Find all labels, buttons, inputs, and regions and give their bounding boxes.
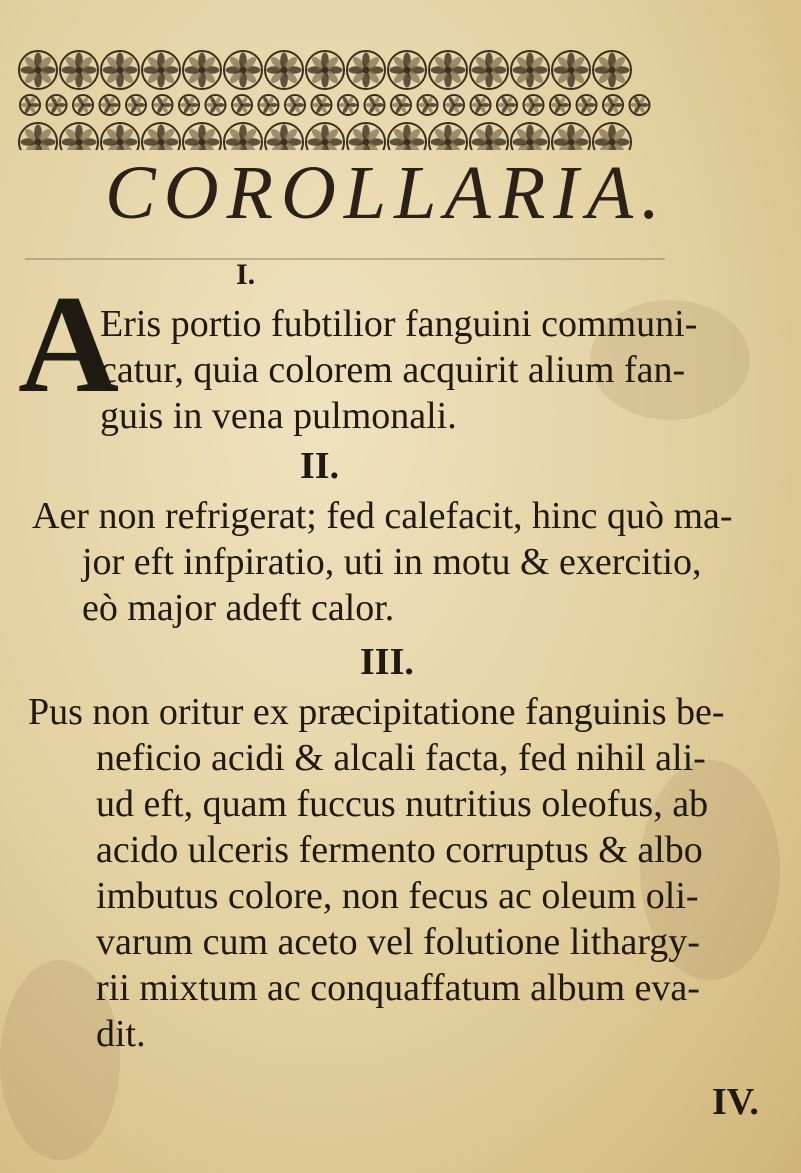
rosette-ornament bbox=[183, 123, 221, 150]
rosette-ornament bbox=[444, 95, 464, 115]
rosette-ornament bbox=[265, 51, 303, 89]
section-number: II. bbox=[300, 445, 340, 487]
divider bbox=[25, 258, 665, 260]
rosette-ornament bbox=[232, 95, 252, 115]
rosette-ornament bbox=[60, 51, 98, 89]
rosette-ornament bbox=[142, 51, 180, 89]
ornament-band bbox=[0, 0, 801, 150]
rosette-ornament bbox=[470, 51, 508, 89]
rosette-ornament bbox=[593, 51, 631, 89]
rosette-ornament bbox=[183, 51, 221, 89]
text-line: jor eft infpiratio, uti in motu & exercitio, bbox=[82, 541, 702, 583]
rosette-ornament bbox=[391, 95, 411, 115]
rosette-ornament bbox=[224, 123, 262, 150]
drop-cap: A bbox=[18, 267, 120, 422]
rosette-ornament bbox=[19, 123, 57, 150]
rosette-ornament bbox=[552, 51, 590, 89]
rosette-ornament bbox=[126, 95, 146, 115]
rosette-ornament bbox=[418, 95, 438, 115]
text-line: imbutus colore, non fecus ac oleum oli- bbox=[96, 875, 699, 917]
rosette-ornament bbox=[100, 95, 120, 115]
rosette-ornament bbox=[47, 95, 67, 115]
text-line: acido ulceris fermento corruptus & albo bbox=[96, 829, 703, 871]
rosette-ornament bbox=[593, 123, 631, 150]
rosette-ornament bbox=[73, 95, 93, 115]
rosette-ornament bbox=[347, 123, 385, 150]
rosette-ornament bbox=[497, 95, 517, 115]
rosette-ornament bbox=[347, 51, 385, 89]
catchword: IV. bbox=[712, 1081, 759, 1123]
text-line: ud eft, quam fuccus nutritius oleofus, ab bbox=[96, 783, 709, 825]
rosette-ornament bbox=[552, 123, 590, 150]
text-line: eò major adeft calor. bbox=[82, 587, 395, 629]
text-line: catur, quia colorem acquirit alium fan- bbox=[100, 349, 686, 391]
rosette-ornament bbox=[259, 95, 279, 115]
rosette-ornament bbox=[19, 51, 57, 89]
rosette-ornament bbox=[338, 95, 358, 115]
rosette-ornament bbox=[265, 123, 303, 150]
rosette-ornament bbox=[388, 123, 426, 150]
rosette-ornament bbox=[429, 51, 467, 89]
text-line: neficio acidi & alcali facta, fed nihil ali- bbox=[96, 737, 706, 779]
rosette-ornament bbox=[524, 95, 544, 115]
text-line: Pus non oritur ex præcipitatione fanguinis be- bbox=[28, 691, 725, 733]
rosette-ornament bbox=[470, 123, 508, 150]
text-line: rii mixtum ac conquaffatum album eva- bbox=[96, 967, 700, 1009]
rosette-ornament bbox=[206, 95, 226, 115]
rosette-ornament bbox=[101, 123, 139, 150]
rosette-ornament bbox=[60, 123, 98, 150]
text-line: guis in vena pulmonali. bbox=[100, 395, 457, 437]
text-line: Eris portio fubtilior fanguini communi- bbox=[100, 303, 698, 345]
rosette-ornament bbox=[306, 51, 344, 89]
rosette-ornament bbox=[224, 51, 262, 89]
rosette-ornament bbox=[101, 51, 139, 89]
rosette-ornament bbox=[365, 95, 385, 115]
rosette-ornament bbox=[603, 95, 623, 115]
rosette-ornament bbox=[550, 95, 570, 115]
rosette-ornament bbox=[285, 95, 305, 115]
rosette-ornament bbox=[312, 95, 332, 115]
rosette-ornament bbox=[577, 95, 597, 115]
text-line: dit. bbox=[96, 1013, 146, 1055]
rosette-ornament bbox=[630, 95, 650, 115]
rosette-ornament bbox=[142, 123, 180, 150]
section-number: I. bbox=[236, 258, 256, 291]
section-number: III. bbox=[360, 641, 414, 683]
rosette-ornament bbox=[471, 95, 491, 115]
text-line: varum cum aceto vel folutione lithargy- bbox=[96, 921, 700, 963]
page-title: COROLLARIA. bbox=[105, 151, 668, 235]
rosette-ornament bbox=[511, 51, 549, 89]
rosette-ornament bbox=[20, 95, 40, 115]
rosette-ornament bbox=[153, 95, 173, 115]
rosette-ornament bbox=[511, 123, 549, 150]
text-line: Aer non refrigerat; fed calefacit, hinc quò ma- bbox=[32, 495, 733, 537]
rosette-ornament bbox=[306, 123, 344, 150]
rosette-ornament bbox=[429, 123, 467, 150]
rosette-ornament bbox=[388, 51, 426, 89]
rosette-ornament bbox=[179, 95, 199, 115]
